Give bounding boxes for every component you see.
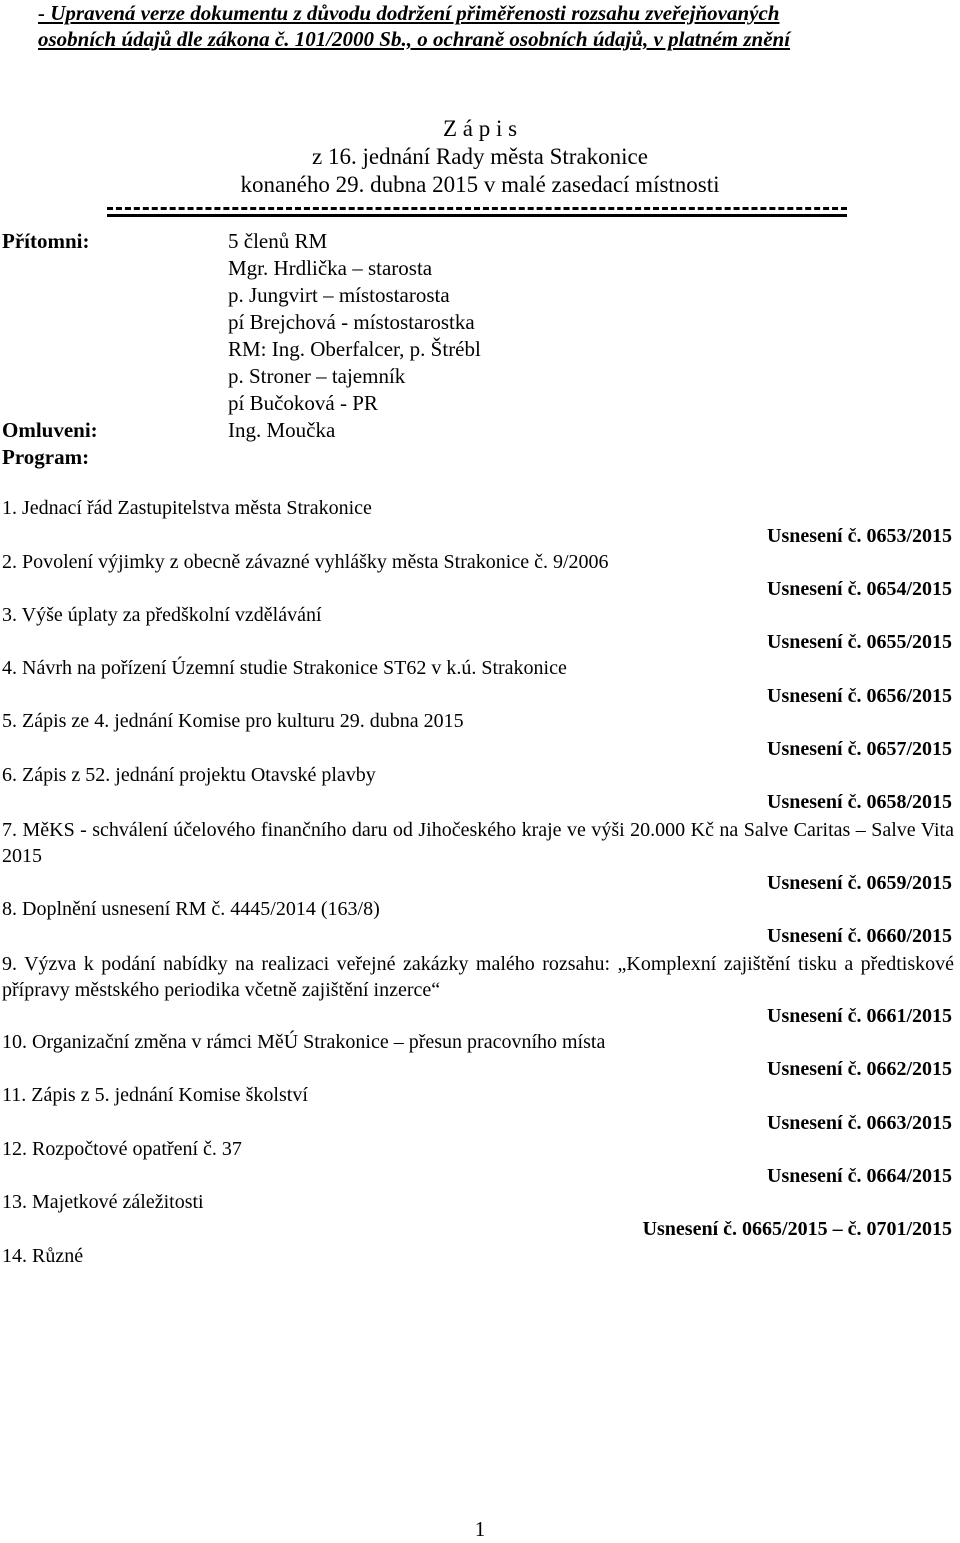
- program-item: 8. Doplnění usnesení RM č. 4445/2014 (163/8): [2, 898, 380, 920]
- resolution-number: Usnesení č. 0658/2015: [767, 791, 952, 813]
- present-member: 5 členů RM: [228, 229, 328, 253]
- resolution-number: Usnesení č. 0657/2015: [767, 738, 952, 760]
- present-member: pí Bučoková - PR: [228, 391, 378, 415]
- present-label: Přítomni:: [2, 229, 90, 253]
- resolution-number: Usnesení č. 0663/2015: [767, 1112, 952, 1134]
- resolution-number: Usnesení č. 0662/2015: [767, 1058, 952, 1080]
- program-label: Program:: [2, 445, 90, 469]
- meeting-place-line: [0, 172, 960, 198]
- program-item: 3. Výše úplaty za předškolní vzdělávání: [2, 604, 322, 626]
- program-item: 14. Různé: [2, 1245, 84, 1267]
- present-member: Mgr. Hrdlička – starosta: [228, 256, 433, 280]
- page-number: 1: [474, 1517, 486, 1541]
- notice-line-2: osobních údajů dle zákona č. 101/2000 Sb., o ochraně osobních údajů, v platném znění: [38, 27, 791, 51]
- meeting-text: z 16. jednání Rady města Strakonice: [312, 144, 648, 169]
- resolution-number: Usnesení č. 0653/2015: [767, 525, 952, 547]
- resolution-number: Usnesení č. 0656/2015: [767, 685, 952, 707]
- notice-line-1: - Upravená verze dokumentu z důvodu dodržení přiměřenosti rozsahu zveřejňovaných: [38, 1, 780, 25]
- program-item: 6. Zápis z 52. jednání projektu Otavské plavby: [2, 764, 376, 786]
- resolution-number: Usnesení č. 0659/2015: [767, 872, 952, 894]
- program-item: 12. Rozpočtové opatření č. 37: [2, 1138, 242, 1160]
- title-text: Z á p i s: [442, 116, 518, 141]
- present-member: p. Stroner – tajemník: [228, 364, 406, 388]
- program-item: 4. Návrh na pořízení Územní studie Strakonice ST62 v k.ú. Strakonice: [2, 657, 567, 679]
- header-divider: [107, 207, 847, 217]
- anonymization-notice: [38, 0, 938, 52]
- resolution-number: Usnesení č. 0664/2015: [767, 1165, 952, 1187]
- document-title: [0, 116, 960, 142]
- program-item: 1. Jednací řád Zastupitelstva města Strakonice: [2, 497, 372, 519]
- meeting-place-text: konaného 29. dubna 2015 v malé zasedací místnosti: [240, 172, 720, 197]
- meeting-line: [0, 144, 960, 170]
- program-item: 5. Zápis ze 4. jednání Komise pro kulturu 29. dubna 2015: [2, 710, 464, 732]
- excused-member: Ing. Moučka: [228, 418, 336, 442]
- excused-label: Omluveni:: [2, 418, 98, 442]
- program-item: 13. Majetkové záležitosti: [2, 1191, 204, 1213]
- program-item: 10. Organizační změna v rámci MěÚ Strakonice – přesun pracovního místa: [2, 1031, 606, 1053]
- program-item: 9. Výzva k podání nabídky na realizaci veřejné zakázky malého rozsahu: „Komplexní zajištění tisku a předtiskové přípravy městského periodika včetně zajištění inzerce“: [2, 953, 954, 1001]
- program-item: 2. Povolení výjimky z obecně závazné vyhlášky města Strakonice č. 9/2006: [2, 551, 609, 573]
- resolution-number: Usnesení č. 0665/2015 – č. 0701/2015: [642, 1218, 952, 1240]
- resolution-number: Usnesení č. 0655/2015: [767, 631, 952, 653]
- present-member: pí Brejchová - místostarostka: [228, 310, 475, 334]
- resolution-number: Usnesení č. 0661/2015: [767, 1005, 952, 1027]
- resolution-number: Usnesení č. 0660/2015: [767, 925, 952, 947]
- program-item: 7. MěKS - schválení účelového finančního daru od Jihočeského kraje ve výši 20.000 Kč na Salve Caritas – Salve Vita 2015: [2, 819, 954, 867]
- program-item: 11. Zápis z 5. jednání Komise školství: [2, 1084, 308, 1106]
- resolution-number: Usnesení č. 0654/2015: [767, 578, 952, 600]
- present-member: RM: Ing. Oberfalcer, p. Štrébl: [228, 337, 481, 361]
- present-member: p. Jungvirt – místostarosta: [228, 283, 450, 307]
